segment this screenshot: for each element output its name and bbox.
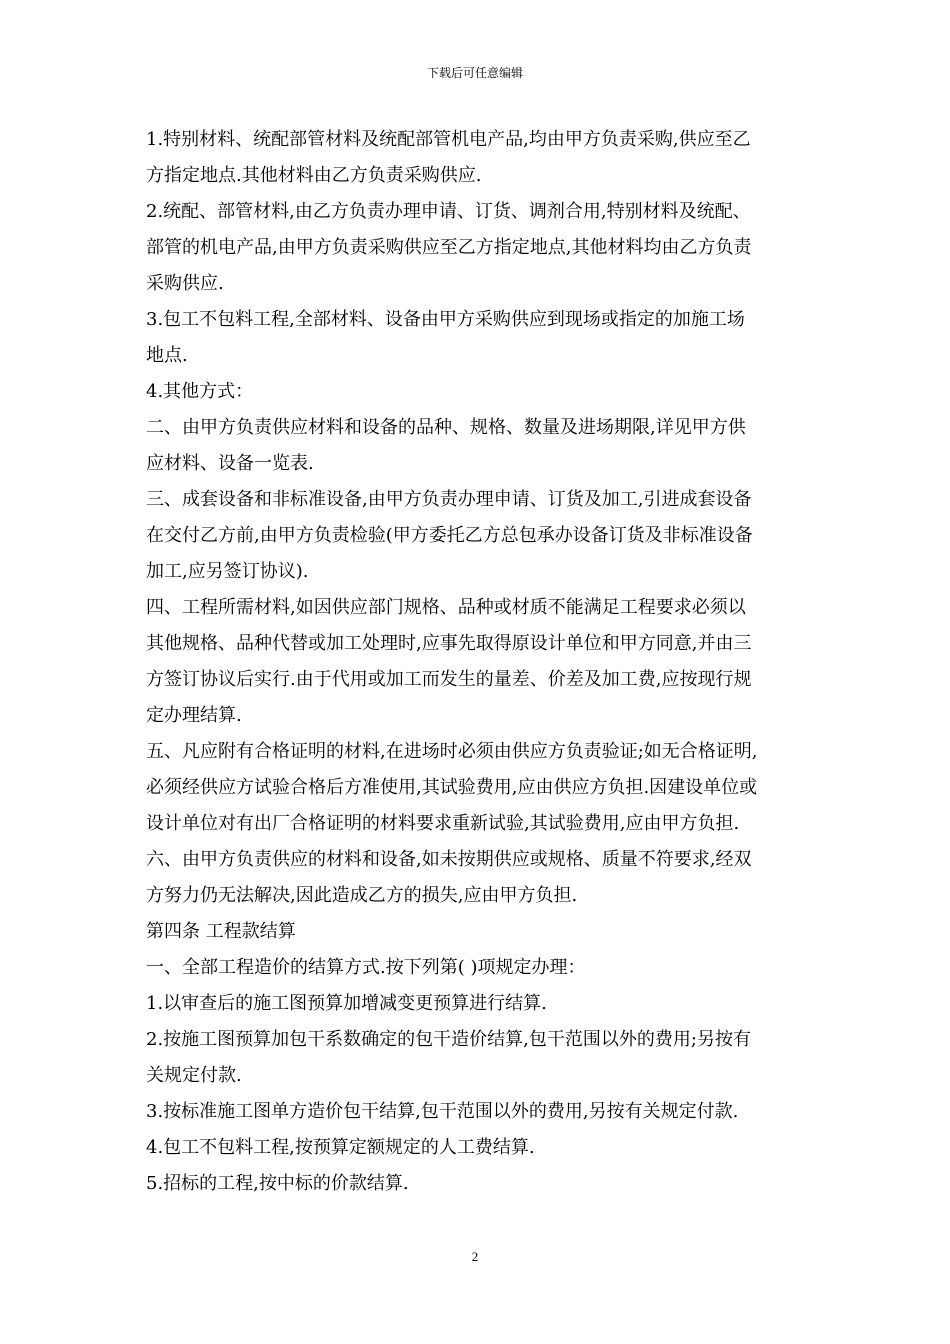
text-line: 2.按施工图预算加包干系数确定的包干造价结算,包干范围以外的费用;另按有 <box>146 1029 751 1050</box>
text-line: 3.按标准施工图单方造价包干结算,包干范围以外的费用,另按有关规定付款. <box>146 1101 739 1122</box>
document-body <box>146 122 810 1202</box>
text-line: 四、工程所需材料,如因供应部门规格、品种或材质不能满足工程要求必须以 <box>146 597 746 618</box>
page-number: 2 <box>471 1249 479 1264</box>
text-line: 第四条 工程款结算 <box>146 921 296 942</box>
text-line: 4.包工不包料工程,按预算定额规定的人工费结算. <box>146 1137 535 1158</box>
text-line: 加工,应另签订协议). <box>146 561 309 582</box>
text-line: 二、由甲方负责供应材料和设备的品种、规格、数量及进场期限,详见甲方供 <box>146 417 746 438</box>
text-line: 方签订协议后实行.由于代用或加工而发生的量差、价差及加工费,应按现行规 <box>146 669 752 690</box>
text-line: 一、全部工程造价的结算方式.按下列第( )项规定办理： <box>146 957 586 978</box>
text-line: 五、凡应附有合格证明的材料,在进场时必须由供应方负责验证;如无合格证明, <box>146 741 758 762</box>
text-line: 4.其他方式： <box>146 381 254 402</box>
text-line: 5.招标的工程,按中标的价款结算. <box>146 1173 409 1194</box>
text-line: 3.包工不包料工程,全部材料、设备由甲方采购供应到现场或指定的加施工场 <box>146 309 745 330</box>
text-line: 其他规格、品种代替或加工处理时,应事先取得原设计单位和甲方同意,并由三 <box>146 633 752 654</box>
text-line: 2.统配、部管材料,由乙方负责办理申请、订货、调剂合用,特别材料及统配、 <box>146 201 751 222</box>
text-line: 应材料、设备一览表. <box>146 453 314 474</box>
text-line: 定办理结算. <box>146 705 242 726</box>
text-line: 采购供应. <box>146 273 224 294</box>
text-line: 方努力仍无法解决,因此造成乙方的损失,应由甲方负担. <box>146 885 578 906</box>
text-line: 在交付乙方前,由甲方负责检验(甲方委托乙方总包承办设备订货及非标准设备 <box>146 525 753 546</box>
text-line: 部管的机电产品,由甲方负责采购供应至乙方指定地点,其他材料均由乙方负责 <box>146 237 752 258</box>
text-line: 设计单位对有出厂合格证明的材料要求重新试验,其试验费用,应由甲方负担. <box>146 813 740 834</box>
text-line: 1.特别材料、统配部管材料及统配部管机电产品,均由甲方负责采购,供应至乙 <box>146 129 751 150</box>
text-line: 1.以审查后的施工图预算加增减变更预算进行结算. <box>146 993 547 1014</box>
text-line: 方指定地点.其他材料由乙方负责采购供应. <box>146 165 482 186</box>
text-line: 关规定付款. <box>146 1065 242 1086</box>
text-line: 三、成套设备和非标准设备,由甲方负责办理申请、订货及加工,引进成套设备 <box>146 489 752 510</box>
text-line: 地点. <box>146 345 188 366</box>
text-line: 必须经供应方试验合格后方准使用,其试验费用,应由供应方负担.因建设单位或 <box>146 777 758 798</box>
page-header: 下载后可任意编辑 <box>426 66 523 80</box>
text-line: 六、由甲方负责供应的材料和设备,如未按期供应或规格、质量不符要求,经双 <box>146 849 752 870</box>
